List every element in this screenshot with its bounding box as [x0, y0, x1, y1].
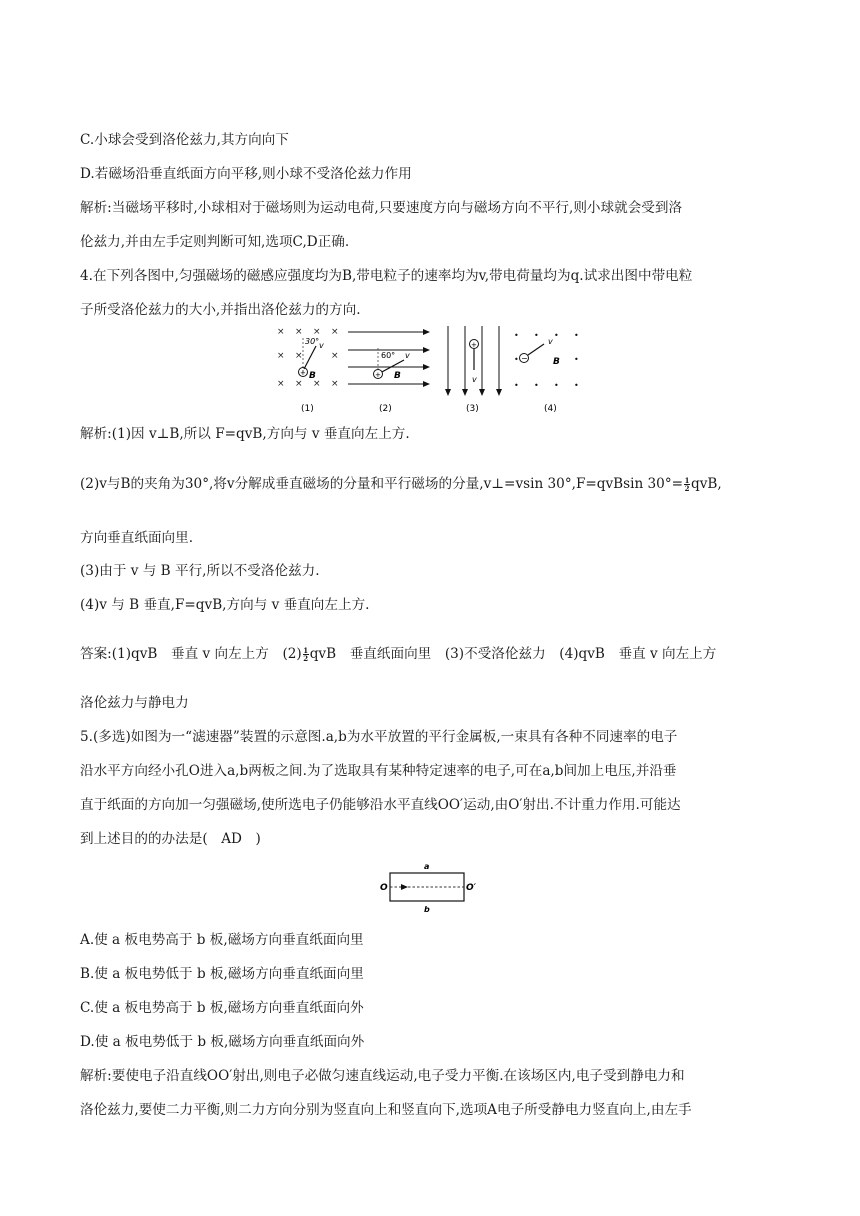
svg-text:•: • [574, 331, 579, 340]
answer-4-part-2-cont: 方向垂直纸面向里. [80, 530, 194, 546]
svg-text:•: • [534, 331, 539, 340]
panel-4-charge: − [521, 354, 528, 363]
answer-4-part-2: (2)v与B的夹角为30°,将v分解成垂直磁场的分量和平行磁场的分量,v⊥=vsin 30°,F=qvBsin 30°= $\frac{1}{2}$ qvB, [80, 476, 722, 493]
panel-1-v-label: v [319, 341, 324, 350]
svg-text:•: • [554, 331, 559, 340]
panel-2-charge: + [375, 371, 381, 379]
panel-1-charge: + [300, 369, 306, 377]
svg-text:×: × [295, 327, 303, 337]
option-5-d: D.使 a 板电势低于 b 板,磁场方向垂直纸面向外 [80, 1034, 365, 1050]
panel-4-label: (4) [544, 404, 557, 414]
svg-text:×: × [295, 379, 303, 389]
figure-4 [270, 322, 590, 416]
panel-4-b-label: B [553, 357, 560, 367]
svg-text:•: • [574, 355, 579, 364]
answer-4-part-4: (4)v 与 B 垂直,F=qvB,方向与 v 垂直向左上方. [80, 597, 370, 613]
answer-4-part-1: 解析:(1)因 v⊥B,所以 F=qvB,方向与 v 垂直向左上方. [80, 426, 410, 442]
question-5-line-2: 沿水平方向经小孔O进入a,b两板之间.为了选取具有某种特定速率的电子,可在a,b间加上电压,并沿垂 [80, 763, 677, 779]
panel-4-v-label: v [548, 337, 553, 346]
option-5-b: B.使 a 板电势低于 b 板,磁场方向垂直纸面向里 [80, 966, 364, 982]
question-5-line-3: 直于纸面的方向加一匀强磁场,使所选电子仍能够沿水平直线OO′运动,由O′射出.不计重力作用.可能达 [80, 797, 681, 813]
panel-1-b-label: B [309, 371, 316, 381]
panel-1-angle: 30° [305, 337, 320, 346]
svg-text:•: • [514, 331, 519, 340]
plate-b-label: b [424, 905, 430, 914]
analysis-5-line-2: 洛伦兹力,要使二力平衡,则二力方向分别为竖直向上和竖直向下,选项A电子所受静电力竖直向上,由左手 [80, 1102, 692, 1118]
svg-text:×: × [331, 351, 339, 361]
svg-text:×: × [331, 327, 339, 337]
panel-2-b-label: B [394, 371, 401, 381]
panel-3-label: (3) [466, 404, 479, 414]
analysis-5-line-1: 解析:要使电子沿直线OO′射出,则电子必做匀速直线运动,电子受力平衡.在该场区内,电子受到静电力和 [80, 1068, 685, 1084]
answer-4-part-3: (3)由于 v 与 B 平行,所以不受洛伦兹力. [80, 563, 320, 579]
svg-text:×: × [277, 379, 285, 389]
analysis-1-line-1: 解析:当磁场平移时,小球相对于磁场则为运动电荷,只要速度方向与磁场方向不平行,则小球就会受到洛 [80, 200, 683, 216]
svg-text:×: × [331, 379, 339, 389]
question-4-line-2: 子所受洛伦兹力的大小,并指出洛伦兹力的方向. [80, 302, 361, 318]
hole-o-prime-label: O′ [466, 883, 477, 893]
fraction-half: $\frac{1}{2}$ [303, 646, 309, 663]
answer-4-summary: 答案:(1)qvB 垂直 v 向左上方 (2) $\frac{1}{2}$ qvB 垂直纸面向里 (3)不受洛伦兹力 (4)qvB 垂直 v 向左上方 [80, 646, 717, 663]
svg-text:•: • [574, 381, 579, 390]
svg-text:•: • [514, 381, 519, 390]
question-5-line-4: 到上述目的的办法是( AD ) [80, 831, 261, 847]
panel-1-label: (1) [301, 404, 314, 414]
panel-2-label: (2) [379, 404, 392, 414]
panel-3-v-label: v [472, 375, 477, 384]
svg-text:×: × [277, 327, 285, 337]
plate-a-label: a [424, 862, 430, 871]
question-5-line-1: 5.(多选)如图为一“滤速器”装置的示意图.a,b为水平放置的平行金属板,一束具有各种不同速率的电子 [80, 729, 678, 745]
option-5-c: C.使 a 板电势高于 b 板,磁场方向垂直纸面向外 [80, 1000, 364, 1016]
option-c: C.小球会受到洛伦兹力,其方向向下 [80, 132, 289, 148]
figure-5 [370, 858, 490, 916]
panel-3-charge: + [471, 341, 477, 349]
svg-text:•: • [514, 355, 519, 364]
svg-text:×: × [313, 379, 321, 389]
svg-text:×: × [313, 327, 321, 337]
section-title: 洛伦兹力与静电力 [80, 695, 189, 711]
svg-text:×: × [295, 351, 303, 361]
fraction-half: $\frac{1}{2}$ [684, 476, 690, 493]
svg-text:×: × [277, 351, 285, 361]
analysis-1-line-2: 伦兹力,并由左手定则判断可知,选项C,D正确. [80, 234, 350, 250]
question-4-line-1: 4.在下列各图中,匀强磁场的磁感应强度均为B,带电粒子的速率均为v,带电荷量均为q.试求出图中带电粒 [80, 268, 693, 284]
panel-2-angle: 60° [381, 351, 396, 360]
hole-o-label: O [380, 883, 388, 893]
option-d: D.若磁场沿垂直纸面方向平移,则小球不受洛伦兹力作用 [80, 166, 412, 182]
option-5-a: A.使 a 板电势高于 b 板,磁场方向垂直纸面向里 [80, 932, 364, 948]
panel-2-v-label: v [405, 351, 410, 360]
svg-text:•: • [554, 381, 559, 390]
svg-text:•: • [534, 381, 539, 390]
